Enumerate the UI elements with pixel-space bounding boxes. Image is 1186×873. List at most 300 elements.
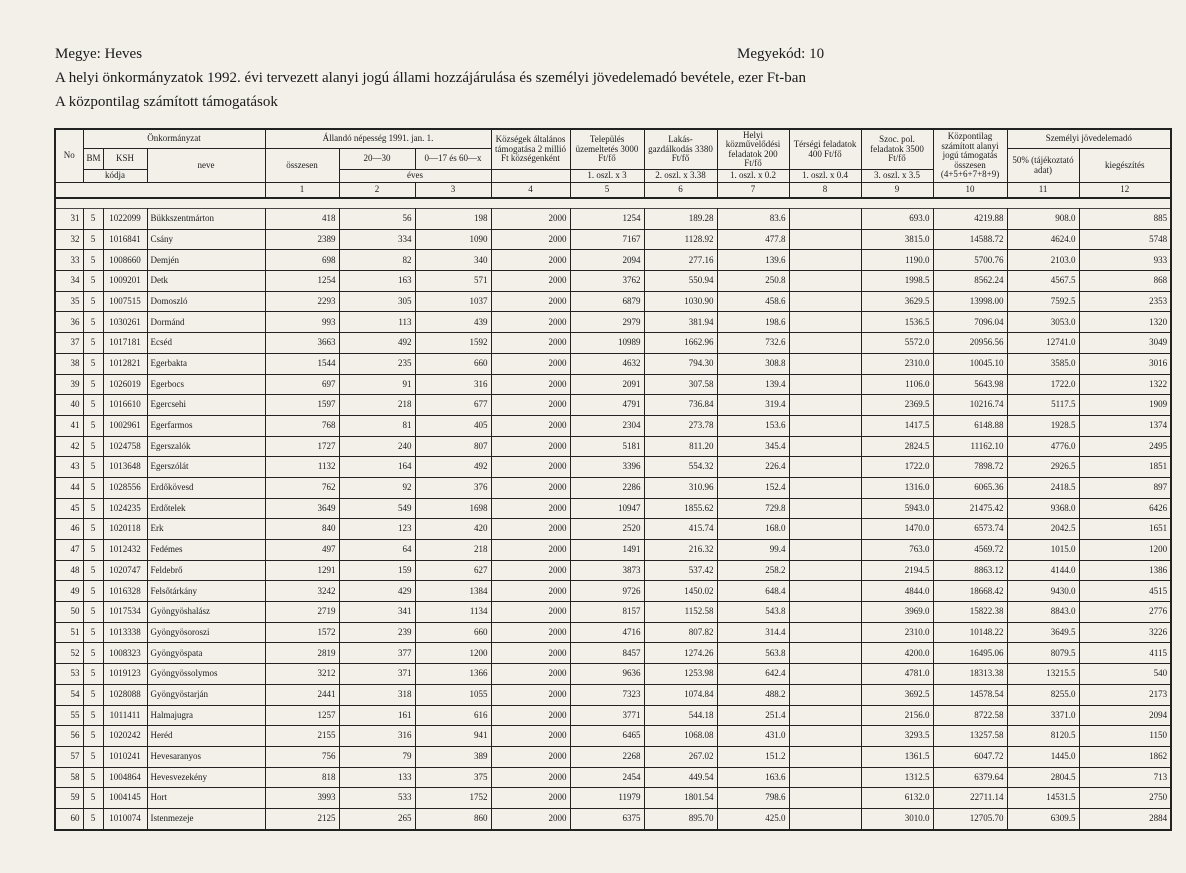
table-row — [55, 622, 1171, 643]
row-tersegi — [789, 622, 861, 643]
row-bm: 5 — [83, 726, 103, 747]
row-osszesen: 1257 — [265, 705, 339, 726]
row-kozsegek: 2000 — [491, 602, 570, 623]
row-no: 59 — [55, 788, 83, 809]
col-index: 2 — [339, 183, 415, 199]
row-osszesen: 2155 — [265, 726, 339, 747]
row-no: 56 — [55, 726, 83, 747]
row-ksh: 1012432 — [103, 540, 147, 561]
row-kozponti: 13998.00 — [933, 291, 1007, 312]
row-szoc: 2156.0 — [861, 705, 933, 726]
row-ksh: 1026019 — [103, 374, 147, 395]
table-row — [55, 664, 1171, 685]
row-szja-50: 2926.5 — [1007, 457, 1079, 478]
row-bm: 5 — [83, 684, 103, 705]
row-tersegi — [789, 746, 861, 767]
table-row — [55, 643, 1171, 664]
row-age-20-30: 123 — [339, 519, 415, 540]
row-helyi: 488.2 — [717, 684, 789, 705]
row-telepules: 2304 — [570, 415, 644, 436]
row-kozponti: 18313.38 — [933, 664, 1007, 685]
row-szja-50: 3371.0 — [1007, 705, 1079, 726]
row-age-20-30: 91 — [339, 374, 415, 395]
row-szoc: 2824.5 — [861, 436, 933, 457]
document-subtitle: A központilag számított támogatások — [55, 94, 278, 110]
row-no: 37 — [55, 333, 83, 354]
row-no: 34 — [55, 271, 83, 292]
row-lakas: 1068.08 — [644, 726, 717, 747]
row-kiegeszites: 3016 — [1079, 353, 1171, 374]
row-bm: 5 — [83, 457, 103, 478]
row-bm: 5 — [83, 374, 103, 395]
row-name: Istenmezeje — [147, 808, 265, 829]
row-lakas: 811.20 — [644, 436, 717, 457]
row-tersegi — [789, 684, 861, 705]
row-szja-50: 908.0 — [1007, 209, 1079, 230]
row-tersegi — [789, 560, 861, 581]
row-tersegi — [789, 477, 861, 498]
row-osszesen: 1132 — [265, 457, 339, 478]
row-bm: 5 — [83, 312, 103, 333]
row-tersegi — [789, 581, 861, 602]
row-ksh: 1024235 — [103, 498, 147, 519]
row-kiegeszites: 2884 — [1079, 808, 1171, 829]
col-age-0-17: 0—17 és 60—x — [415, 149, 491, 170]
row-lakas: 277.16 — [644, 250, 717, 271]
row-bm: 5 — [83, 664, 103, 685]
table-row — [55, 229, 1171, 250]
row-kozponti: 6148.88 — [933, 415, 1007, 436]
row-szja-50: 3053.0 — [1007, 312, 1079, 333]
row-helyi: 251.4 — [717, 705, 789, 726]
row-bm: 5 — [83, 250, 103, 271]
table-row — [55, 498, 1171, 519]
row-no: 44 — [55, 477, 83, 498]
row-lakas: 1030.90 — [644, 291, 717, 312]
row-age-20-30: 164 — [339, 457, 415, 478]
row-kiegeszites: 2495 — [1079, 436, 1171, 457]
table-row — [55, 291, 1171, 312]
row-ksh: 1019123 — [103, 664, 147, 685]
row-kozponti: 22711.14 — [933, 788, 1007, 809]
table-row — [55, 746, 1171, 767]
row-kozsegek: 2000 — [491, 333, 570, 354]
row-szja-50: 9430.0 — [1007, 581, 1079, 602]
table-row — [55, 436, 1171, 457]
row-kiegeszites: 2094 — [1079, 705, 1171, 726]
row-age-20-30: 218 — [339, 395, 415, 416]
row-szja-50: 1015.0 — [1007, 540, 1079, 561]
row-kiegeszites: 1851 — [1079, 457, 1171, 478]
row-no: 40 — [55, 395, 83, 416]
col-neve: neve — [147, 149, 265, 183]
row-szja-50: 3585.0 — [1007, 353, 1079, 374]
row-bm: 5 — [83, 602, 103, 623]
row-telepules: 10947 — [570, 498, 644, 519]
row-bm: 5 — [83, 519, 103, 540]
county-label: Megye: Heves — [55, 46, 143, 62]
row-szja-50: 8120.5 — [1007, 726, 1079, 747]
row-kozponti: 14578.54 — [933, 684, 1007, 705]
row-szoc: 2310.0 — [861, 622, 933, 643]
col-osszesen: összesen — [265, 149, 339, 183]
row-tersegi — [789, 643, 861, 664]
row-name: Egercsehi — [147, 395, 265, 416]
col-lakas: Lakás-gazdálkodás 3380 Ft/fő — [644, 129, 717, 170]
row-kozsegek: 2000 — [491, 291, 570, 312]
row-no: 39 — [55, 374, 83, 395]
row-age-20-30: 82 — [339, 250, 415, 271]
row-szja-50: 4776.0 — [1007, 436, 1079, 457]
row-name: Gyöngyöstarján — [147, 684, 265, 705]
row-szja-50: 12741.0 — [1007, 333, 1079, 354]
row-kozponti: 14588.72 — [933, 229, 1007, 250]
row-age-0-17: 1090 — [415, 229, 491, 250]
row-kozponti: 20956.56 — [933, 333, 1007, 354]
row-szoc: 2369.5 — [861, 395, 933, 416]
row-osszesen: 2389 — [265, 229, 339, 250]
row-telepules: 2091 — [570, 374, 644, 395]
table-row — [55, 353, 1171, 374]
row-kiegeszites: 4115 — [1079, 643, 1171, 664]
row-age-0-17: 198 — [415, 209, 491, 230]
row-kiegeszites: 2353 — [1079, 291, 1171, 312]
row-osszesen: 1572 — [265, 622, 339, 643]
row-kozponti: 8722.58 — [933, 705, 1007, 726]
row-kozponti: 11162.10 — [933, 436, 1007, 457]
row-bm: 5 — [83, 498, 103, 519]
row-szoc: 3692.5 — [861, 684, 933, 705]
row-tersegi — [789, 436, 861, 457]
row-kiegeszites: 868 — [1079, 271, 1171, 292]
table-row — [55, 767, 1171, 788]
row-ksh: 1008323 — [103, 643, 147, 664]
col-index: 11 — [1007, 183, 1079, 199]
row-ksh: 1016328 — [103, 581, 147, 602]
row-szja-50: 4144.0 — [1007, 560, 1079, 581]
row-age-0-17: 660 — [415, 353, 491, 374]
row-no: 49 — [55, 581, 83, 602]
row-name: Demjén — [147, 250, 265, 271]
row-osszesen: 993 — [265, 312, 339, 333]
col-kozsegek: Községek általános támogatása 2 millió Ft községenként — [491, 129, 570, 170]
row-kozsegek: 2000 — [491, 519, 570, 540]
table-row — [55, 312, 1171, 333]
row-lakas: 1855.62 — [644, 498, 717, 519]
row-tersegi — [789, 291, 861, 312]
col-age-20-30: 20—30 — [339, 149, 415, 170]
row-helyi: 151.2 — [717, 746, 789, 767]
row-tersegi — [789, 333, 861, 354]
row-ksh: 1008660 — [103, 250, 147, 271]
row-age-20-30: 64 — [339, 540, 415, 561]
row-ksh: 1017181 — [103, 333, 147, 354]
row-kozsegek: 2000 — [491, 643, 570, 664]
row-osszesen: 762 — [265, 477, 339, 498]
row-ksh: 1011411 — [103, 705, 147, 726]
row-helyi: 425.0 — [717, 808, 789, 829]
row-tersegi — [789, 229, 861, 250]
row-age-0-17: 376 — [415, 477, 491, 498]
table-row — [55, 788, 1171, 809]
row-kozponti: 4219.88 — [933, 209, 1007, 230]
header-spacer — [55, 198, 1171, 209]
row-telepules: 6375 — [570, 808, 644, 829]
row-no: 60 — [55, 808, 83, 829]
row-helyi: 477.8 — [717, 229, 789, 250]
col-population: Állandó népesség 1991. jan. 1. — [265, 129, 491, 149]
row-kozponti: 6573.74 — [933, 519, 1007, 540]
row-kozsegek: 2000 — [491, 477, 570, 498]
row-age-0-17: 1752 — [415, 788, 491, 809]
row-age-20-30: 318 — [339, 684, 415, 705]
row-ksh: 1007515 — [103, 291, 147, 312]
col-lakas-mult: 2. oszl. x 3.38 — [644, 170, 717, 183]
row-kozponti: 16495.06 — [933, 643, 1007, 664]
col-index: 12 — [1079, 183, 1171, 199]
row-age-0-17: 571 — [415, 271, 491, 292]
row-szoc: 693.0 — [861, 209, 933, 230]
row-lakas: 273.78 — [644, 415, 717, 436]
row-szoc: 1417.5 — [861, 415, 933, 436]
row-telepules: 1491 — [570, 540, 644, 561]
row-no: 57 — [55, 746, 83, 767]
row-lakas: 1450.02 — [644, 581, 717, 602]
row-name: Erk — [147, 519, 265, 540]
row-helyi: 543.8 — [717, 602, 789, 623]
row-helyi: 319.4 — [717, 395, 789, 416]
row-telepules: 5181 — [570, 436, 644, 457]
row-kiegeszites: 6426 — [1079, 498, 1171, 519]
row-osszesen: 2293 — [265, 291, 339, 312]
row-name: Gyöngyösoroszi — [147, 622, 265, 643]
row-age-0-17: 1055 — [415, 684, 491, 705]
row-age-20-30: 429 — [339, 581, 415, 602]
row-kozsegek: 2000 — [491, 209, 570, 230]
row-age-20-30: 79 — [339, 746, 415, 767]
row-kozponti: 10148.22 — [933, 622, 1007, 643]
row-szoc: 4200.0 — [861, 643, 933, 664]
row-helyi: 83.6 — [717, 209, 789, 230]
row-osszesen: 3212 — [265, 664, 339, 685]
row-kiegeszites: 1909 — [1079, 395, 1171, 416]
row-szja-50: 2042.5 — [1007, 519, 1079, 540]
col-eves: éves — [339, 170, 491, 183]
row-kozsegek: 2000 — [491, 353, 570, 374]
row-age-0-17: 218 — [415, 540, 491, 561]
row-tersegi — [789, 519, 861, 540]
row-helyi: 798.6 — [717, 788, 789, 809]
row-lakas: 307.58 — [644, 374, 717, 395]
row-kozsegek: 2000 — [491, 374, 570, 395]
row-lakas: 1801.54 — [644, 788, 717, 809]
row-no: 43 — [55, 457, 83, 478]
row-bm: 5 — [83, 808, 103, 829]
row-ksh: 1020747 — [103, 560, 147, 581]
row-no: 45 — [55, 498, 83, 519]
col-szja: Személyi jövedelemadó — [1007, 129, 1171, 149]
row-osszesen: 698 — [265, 250, 339, 271]
row-telepules: 9726 — [570, 581, 644, 602]
row-helyi: 458.6 — [717, 291, 789, 312]
col-kiegeszites: kiegészítés — [1079, 149, 1171, 183]
row-no: 46 — [55, 519, 83, 540]
row-age-20-30: 133 — [339, 767, 415, 788]
row-kiegeszites: 1651 — [1079, 519, 1171, 540]
row-age-20-30: 341 — [339, 602, 415, 623]
row-osszesen: 1254 — [265, 271, 339, 292]
row-age-20-30: 235 — [339, 353, 415, 374]
row-name: Felsőtárkány — [147, 581, 265, 602]
row-tersegi — [789, 726, 861, 747]
row-age-0-17: 1384 — [415, 581, 491, 602]
row-szoc: 5572.0 — [861, 333, 933, 354]
row-no: 31 — [55, 209, 83, 230]
row-szja-50: 1928.5 — [1007, 415, 1079, 436]
row-age-0-17: 941 — [415, 726, 491, 747]
row-szja-50: 9368.0 — [1007, 498, 1079, 519]
row-szoc: 4781.0 — [861, 664, 933, 685]
row-age-0-17: 660 — [415, 622, 491, 643]
row-lakas: 895.70 — [644, 808, 717, 829]
row-lakas: 1274.26 — [644, 643, 717, 664]
row-osszesen: 2719 — [265, 602, 339, 623]
row-age-0-17: 439 — [415, 312, 491, 333]
row-age-0-17: 1200 — [415, 643, 491, 664]
row-szoc: 1361.5 — [861, 746, 933, 767]
row-tersegi — [789, 705, 861, 726]
row-kozponti: 13257.58 — [933, 726, 1007, 747]
row-szoc: 5943.0 — [861, 498, 933, 519]
row-bm: 5 — [83, 209, 103, 230]
row-name: Csány — [147, 229, 265, 250]
row-szoc: 1312.5 — [861, 767, 933, 788]
row-szoc: 763.0 — [861, 540, 933, 561]
table-row — [55, 250, 1171, 271]
col-index: 7 — [717, 183, 789, 199]
row-szoc: 6132.0 — [861, 788, 933, 809]
col-index: 5 — [570, 183, 644, 199]
row-name: Egerszalók — [147, 436, 265, 457]
row-no: 42 — [55, 436, 83, 457]
row-szja-50: 4624.0 — [1007, 229, 1079, 250]
row-szja-50: 4567.5 — [1007, 271, 1079, 292]
row-name: Feldebrő — [147, 560, 265, 581]
row-telepules: 8157 — [570, 602, 644, 623]
row-szja-50: 14531.5 — [1007, 788, 1079, 809]
row-kiegeszites: 1322 — [1079, 374, 1171, 395]
row-osszesen: 2125 — [265, 808, 339, 829]
row-tersegi — [789, 374, 861, 395]
row-kiegeszites: 540 — [1079, 664, 1171, 685]
row-helyi: 732.6 — [717, 333, 789, 354]
row-ksh: 1028088 — [103, 684, 147, 705]
row-tersegi — [789, 250, 861, 271]
row-lakas: 1662.96 — [644, 333, 717, 354]
row-ksh: 1022099 — [103, 209, 147, 230]
row-name: Domoszló — [147, 291, 265, 312]
row-ksh: 1020242 — [103, 726, 147, 747]
row-lakas: 415.74 — [644, 519, 717, 540]
row-lakas: 736.84 — [644, 395, 717, 416]
col-kozponti: Központilag számított alanyi jogú támogatás összesen (4+5+6+7+8+9) — [933, 129, 1007, 183]
row-kozponti: 6379.64 — [933, 767, 1007, 788]
row-age-20-30: 305 — [339, 291, 415, 312]
row-lakas: 1152.58 — [644, 602, 717, 623]
row-name: Detk — [147, 271, 265, 292]
row-kozsegek: 2000 — [491, 498, 570, 519]
row-osszesen: 1544 — [265, 353, 339, 374]
row-name: Egerszólát — [147, 457, 265, 478]
row-kiegeszites: 4515 — [1079, 581, 1171, 602]
subsidy-table — [54, 128, 1172, 831]
col-kozsegek-note — [491, 170, 570, 183]
row-tersegi — [789, 457, 861, 478]
row-age-0-17: 677 — [415, 395, 491, 416]
row-kozsegek: 2000 — [491, 767, 570, 788]
row-helyi: 168.0 — [717, 519, 789, 540]
row-age-20-30: 239 — [339, 622, 415, 643]
row-tersegi — [789, 209, 861, 230]
row-bm: 5 — [83, 788, 103, 809]
row-kozsegek: 2000 — [491, 705, 570, 726]
row-szja-50: 6309.5 — [1007, 808, 1079, 829]
row-kiegeszites: 1374 — [1079, 415, 1171, 436]
row-telepules: 4632 — [570, 353, 644, 374]
row-kozsegek: 2000 — [491, 229, 570, 250]
row-szoc: 1190.0 — [861, 250, 933, 271]
row-age-20-30: 549 — [339, 498, 415, 519]
row-szja-50: 8079.5 — [1007, 643, 1079, 664]
row-osszesen: 3993 — [265, 788, 339, 809]
table-row — [55, 519, 1171, 540]
row-ksh: 1020118 — [103, 519, 147, 540]
col-tersegi-mult: 1. oszl. x 0.4 — [789, 170, 861, 183]
row-bm: 5 — [83, 767, 103, 788]
row-lakas: 544.18 — [644, 705, 717, 726]
row-telepules: 2520 — [570, 519, 644, 540]
row-telepules: 10989 — [570, 333, 644, 354]
row-name: Gyöngyöshalász — [147, 602, 265, 623]
row-bm: 5 — [83, 643, 103, 664]
row-bm: 5 — [83, 333, 103, 354]
row-tersegi — [789, 808, 861, 829]
row-kozponti: 21475.42 — [933, 498, 1007, 519]
row-szoc: 1106.0 — [861, 374, 933, 395]
row-kiegeszites: 2776 — [1079, 602, 1171, 623]
row-bm: 5 — [83, 477, 103, 498]
row-no: 38 — [55, 353, 83, 374]
row-no: 36 — [55, 312, 83, 333]
row-helyi: 345.4 — [717, 436, 789, 457]
row-helyi: 152.4 — [717, 477, 789, 498]
table-row — [55, 540, 1171, 561]
row-telepules: 7167 — [570, 229, 644, 250]
col-szoc: Szoc. pol. feladatok 3500 Ft/fő — [861, 129, 933, 170]
row-kozsegek: 2000 — [491, 664, 570, 685]
row-name: Egerbakta — [147, 353, 265, 374]
col-index: 10 — [933, 183, 1007, 199]
row-bm: 5 — [83, 415, 103, 436]
row-lakas: 1074.84 — [644, 684, 717, 705]
row-osszesen: 2819 — [265, 643, 339, 664]
row-osszesen: 418 — [265, 209, 339, 230]
col-helyi: Helyi közművelődési feladatok 200 Ft/fő — [717, 129, 789, 170]
table-body — [55, 209, 1171, 830]
row-szoc: 4844.0 — [861, 581, 933, 602]
row-kozponti: 15822.38 — [933, 602, 1007, 623]
row-age-0-17: 492 — [415, 457, 491, 478]
